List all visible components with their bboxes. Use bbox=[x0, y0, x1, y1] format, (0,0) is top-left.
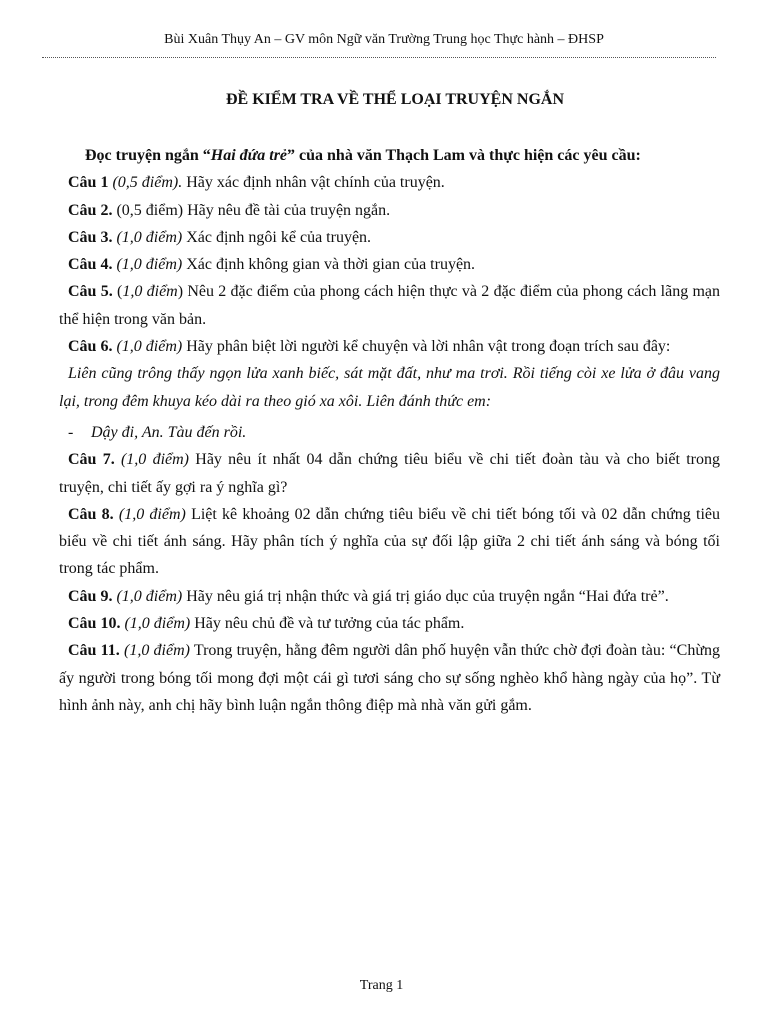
question-score: (1,0 điểm) bbox=[119, 642, 190, 660]
question-text: Hãy nêu giá trị nhận thức và giá trị giáo dục của truyện ngắn “Hai đứa trẻ”. bbox=[182, 587, 669, 605]
intro-paragraph bbox=[59, 142, 720, 169]
question-label: Câu 2. bbox=[68, 201, 113, 219]
question-label: Câu 5. bbox=[68, 283, 113, 301]
question-text: Hãy xác định nhân vật chính của truyện. bbox=[182, 174, 445, 192]
question-text: Xác định không gian và thời gian của truyện. bbox=[182, 256, 476, 274]
question-label: Câu 9. bbox=[68, 587, 113, 605]
question-text: Trong truyện, hằng đêm người dân phố huyện vẫn thức chờ đợi đoàn tàu: “Chừng ấy người trong bóng tối mong đợi một cái gì tươi sáng cho sự sống nghèo khổ hàng ngày của họ”. Từ hình ảnh này, anh chị hãy bình luận ngắn thông điệp mà nhà văn gửi gắm. bbox=[59, 642, 720, 714]
question-6 bbox=[59, 333, 720, 360]
question-7 bbox=[59, 446, 720, 501]
intro-after: ” của nhà văn Thạch Lam và thực hiện các yêu cầu: bbox=[287, 147, 641, 164]
question-9 bbox=[59, 583, 720, 610]
question-label: Câu 11. bbox=[68, 642, 120, 660]
excerpt-quote: Liên cũng trông thấy ngọn lửa xanh biếc, sát mặt đất, như ma trơi. Rồi tiếng còi xe lửa ở đâu vang lại, trong đêm khuya kéo dài ra theo gió xa xôi. Liên đánh thức em: bbox=[59, 365, 720, 410]
question-8 bbox=[59, 501, 720, 583]
page-number: Trang 1 bbox=[359, 978, 404, 993]
question-score: (0,5 điểm). bbox=[108, 174, 183, 192]
question-text: Hãy nêu đề tài của truyện ngắn. bbox=[183, 201, 391, 219]
question-label: Câu 1 bbox=[68, 174, 109, 192]
question-score: (1,0 điểm) bbox=[112, 228, 183, 246]
dialogue-dash: - bbox=[68, 423, 74, 441]
question-score: (1,0 điểm) bbox=[114, 451, 189, 469]
question-score-open: ( bbox=[112, 283, 123, 301]
question-5 bbox=[59, 278, 720, 333]
question-score: 1,0 điểm bbox=[122, 283, 178, 301]
question-label: Câu 8. bbox=[68, 505, 114, 523]
header-divider bbox=[42, 57, 716, 58]
dialogue-speech: Dậy đi, An. Tàu đến rồi. bbox=[91, 423, 247, 441]
question-1 bbox=[59, 169, 720, 196]
question-text: Hãy nêu ít nhất 04 dẫn chứng tiêu biểu về chi tiết đoàn tàu và cho biết trong truyện, chi tiết ấy gợi ra ý nghĩa gì? bbox=[59, 451, 720, 496]
question-score: (1,0 điểm) bbox=[120, 615, 191, 633]
exam-title: ĐỀ KIỂM TRA VỀ THỂ LOẠI TRUYỆN NGẮN bbox=[226, 91, 564, 108]
question-4 bbox=[59, 251, 720, 278]
question-score-close: ) bbox=[177, 283, 184, 301]
question-text: Hãy nêu chủ đề và tư tưởng của tác phẩm. bbox=[190, 615, 465, 633]
question-11 bbox=[59, 637, 720, 719]
excerpt-dialogue bbox=[59, 419, 720, 446]
question-3 bbox=[59, 224, 720, 251]
question-label: Câu 7. bbox=[68, 451, 115, 469]
page-header: Bùi Xuân Thụy An – GV môn Ngữ văn Trường Trung học Thực hành – ĐHSP bbox=[164, 32, 604, 47]
question-score: (1,0 điểm) bbox=[112, 338, 183, 356]
exam-body bbox=[59, 142, 720, 719]
question-label: Câu 10. bbox=[68, 615, 121, 633]
question-label: Câu 6. bbox=[68, 338, 113, 356]
question-label: Câu 4. bbox=[68, 256, 113, 274]
question-score: (0,5 điểm) bbox=[112, 201, 184, 219]
question-2 bbox=[59, 197, 720, 224]
question-text: Hãy phân biệt lời người kể chuyện và lời nhân vật trong đoạn trích sau đây: bbox=[182, 338, 671, 356]
question-score: (1,0 điểm) bbox=[113, 505, 186, 523]
intro-before: Đọc truyện ngắn “ bbox=[85, 147, 211, 164]
question-10 bbox=[59, 610, 720, 637]
question-text: Liệt kê khoảng 02 dẫn chứng tiêu biểu về chi tiết bóng tối và 02 dẫn chứng tiêu biểu về chi tiết ánh sáng. Hãy phân tích ý nghĩa của sự đối lập giữa 2 chi tiết ánh sáng và bóng tối trong tác phẩm. bbox=[59, 505, 721, 578]
question-text: Nêu 2 đặc điểm của phong cách hiện thực và 2 đặc điểm của phong cách lãng mạn thể hiện trong văn bản. bbox=[59, 283, 721, 328]
question-score: (1,0 điểm) bbox=[112, 256, 183, 274]
question-label: Câu 3. bbox=[68, 228, 113, 246]
question-score: (1,0 điểm) bbox=[112, 587, 183, 605]
question-text: Xác định ngôi kể của truyện. bbox=[182, 228, 372, 246]
intro-work-title: Hai đứa trẻ bbox=[210, 147, 288, 164]
